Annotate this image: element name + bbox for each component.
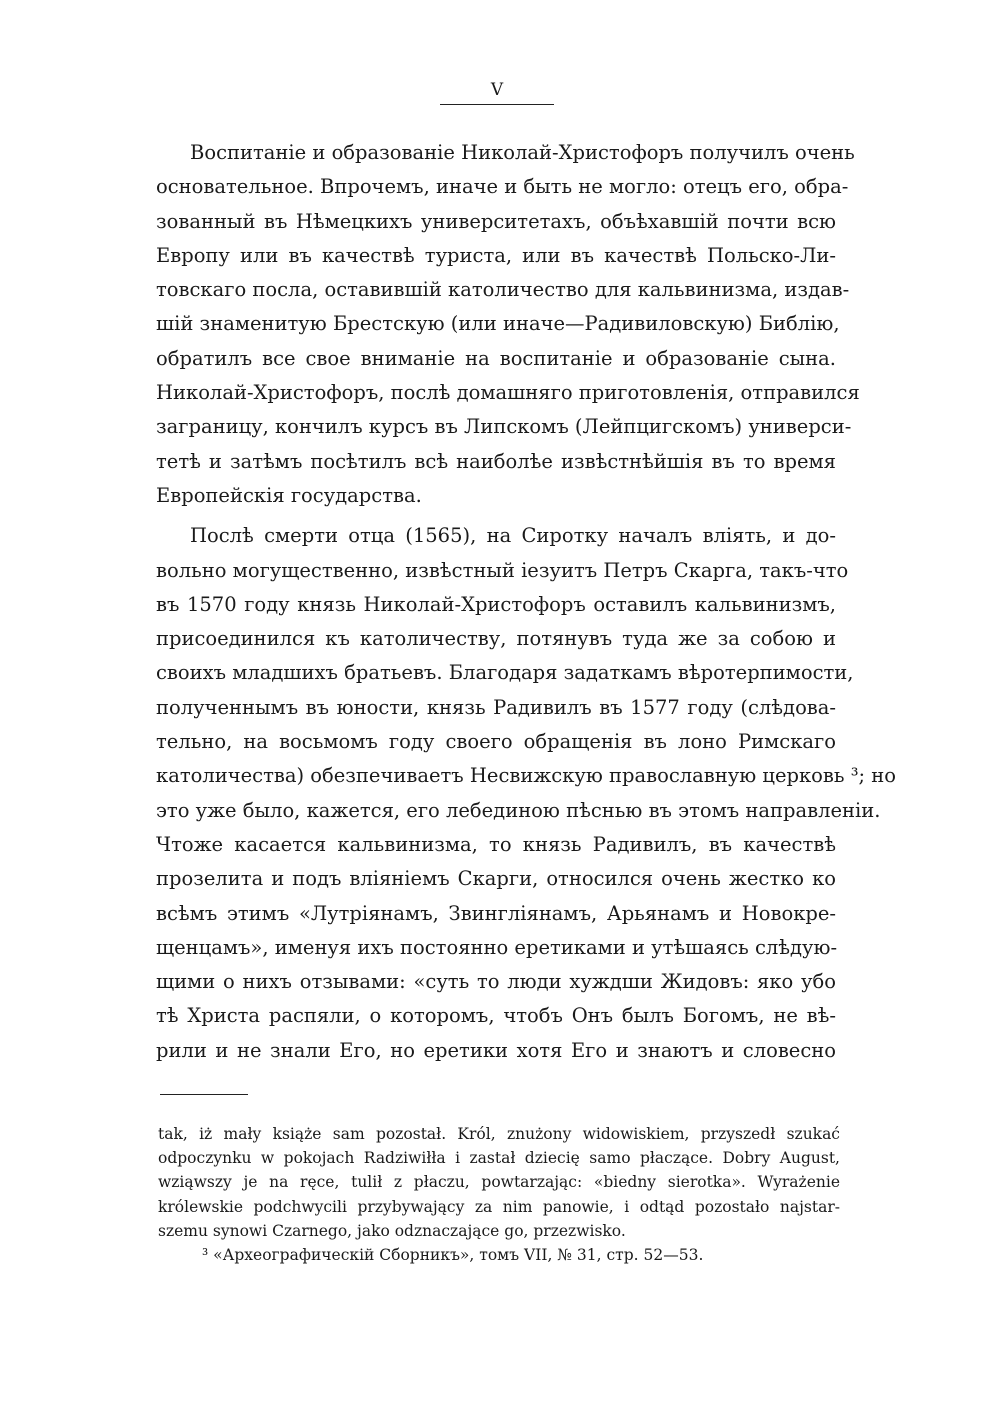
text-line: щими о нихъ отзывами: «суть то люди хуждши Жидовъ: яко убо bbox=[156, 970, 836, 994]
text-line: всѣмъ этимъ «Лутріянамъ, Звингліянамъ, Арьянамъ и Новокре- bbox=[156, 901, 836, 925]
text-line: тѣ Христа распяли, о которомъ, чтобъ Онъ былъ Богомъ, не вѣ- bbox=[156, 1004, 836, 1028]
text-line: это уже было, кажется, его лебединою пѣснью въ этомъ направленіи. bbox=[156, 798, 881, 822]
text-line: полученнымъ въ юности, князь Радивилъ въ 1577 году (слѣдова- bbox=[156, 695, 836, 719]
text-line: вольно могущественно, извѣстный іезуитъ Петръ Скарга, такъ-что bbox=[156, 558, 849, 582]
text-line: тельно, на восьмомъ году своего обращенія въ лоно Римскаго bbox=[156, 730, 836, 754]
footnote-line: szemu synowi Czarnego, jako odznaczające go, przezwisko. bbox=[158, 1221, 626, 1240]
text-line: товскаго посла, оставившій католичество для кальвинизма, издав- bbox=[156, 278, 850, 302]
text-line: Европейскія государства. bbox=[156, 483, 422, 507]
text-line: заграницу, кончилъ курсъ въ Липскомъ (Лейпцигскомъ) универси- bbox=[156, 415, 852, 439]
text-line: прозелита и подъ вліяніемъ Скарги, относился очень жестко ко bbox=[156, 867, 836, 891]
text-line: Европу или въ качествѣ туриста, или въ качествѣ Польско-Ли- bbox=[156, 243, 836, 267]
page-number: V bbox=[490, 80, 504, 100]
text-line: Послѣ смерти отца (1565), на Сиротку началъ вліять, и до- bbox=[190, 524, 836, 548]
text-line: обратилъ все свое вниманіе на воспитаніе и образованіе сына. bbox=[156, 346, 836, 370]
text-line: присоединился къ католичеству, потянувъ туда же за собою и bbox=[156, 627, 836, 651]
text-line: шій знаменитую Брестскую (или иначе—Радивиловскую) Библію, bbox=[156, 312, 840, 336]
text-line: въ 1570 году князь Николай-Христофоръ оставилъ кальвинизмъ, bbox=[156, 592, 836, 616]
footnotes bbox=[158, 1122, 840, 1267]
text-line: основательное. Впрочемъ, иначе и быть не могло: отецъ его, обра- bbox=[156, 175, 849, 199]
text-line: щенцамъ», именуя ихъ постоянно еретиками и утѣшаясь слѣдую- bbox=[156, 935, 838, 959]
footnote-line: królewskie podchwycili przybywający za nim panowie, i odtąd pozostało najstar- bbox=[158, 1197, 840, 1216]
footnote-line: odpoczynku w pokojach Radziwiłła i zastał dziecię samo płaczące. Dobry August, bbox=[158, 1149, 840, 1168]
text-line: Воспитаніе и образованіе Николай-Христофоръ получилъ очень bbox=[190, 141, 855, 164]
body-text bbox=[156, 136, 897, 1068]
text-line: рили и не знали Его, но еретики хотя Его и знаютъ и словесно bbox=[156, 1038, 836, 1062]
text-line: своихъ младшихъ братьевъ. Благодаря задаткамъ вѣротерпимости, bbox=[156, 661, 854, 685]
paragraph bbox=[156, 519, 897, 1068]
footnote-rule bbox=[160, 1094, 248, 1095]
text-line: Николай-Христофоръ, послѣ домашняго приготовленія, отправился bbox=[156, 381, 860, 405]
text-line: католичества) обезпечиваетъ Несвижскую православную церковь ³; но bbox=[156, 764, 897, 788]
footnote-line: tak, iż mały książe sam pozostał. Król, znużony widowiskiem, przyszedł szukać bbox=[158, 1125, 840, 1143]
header-rule bbox=[440, 104, 554, 105]
text-line: тетѣ и затѣмъ посѣтилъ всѣ наиболѣе извѣстнѣйшія въ то время bbox=[156, 449, 836, 473]
footnote-reference: ³ «Археографическій Сборникъ», томъ VII, № 31, стр. 52—53. bbox=[202, 1245, 704, 1264]
text-line: Чтоже касается кальвинизма, то князь Радивилъ, въ качествѣ bbox=[156, 832, 836, 856]
text-line: зованный въ Нѣмецкихъ университетахъ, объѣхавшій почти всю bbox=[156, 209, 836, 233]
footnote-line: wziąwszy je na ręce, tulił z płaczu, powtarzając: «biedny sierotka». Wyrażenie bbox=[158, 1173, 840, 1192]
paragraph bbox=[156, 136, 860, 513]
